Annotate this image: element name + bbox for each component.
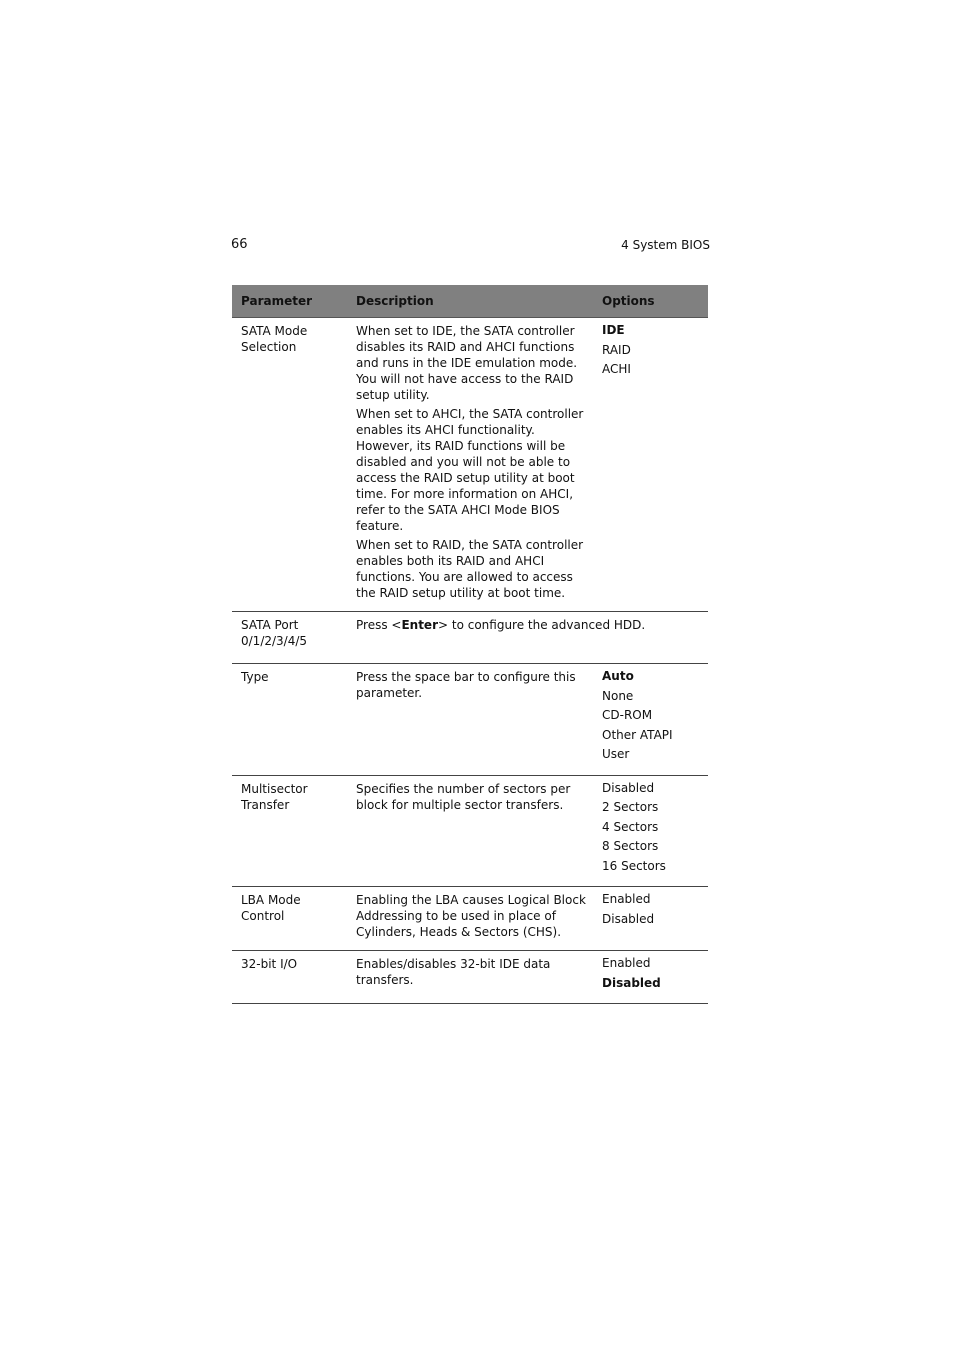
option: Disabled: [602, 780, 655, 795]
bios-parameter-table: [232, 285, 708, 1004]
table-row: [232, 318, 708, 612]
page-number: 66: [231, 237, 248, 252]
options-cell: [593, 664, 708, 776]
description-cell: [347, 612, 708, 664]
option: Enabled: [602, 892, 651, 906]
chapter-title: 4 System BIOS: [621, 238, 710, 252]
options-cell: [593, 318, 708, 612]
column-header-description: Description: [347, 285, 593, 318]
option: Other ATAPI: [602, 727, 673, 742]
column-header-parameter: Parameter: [232, 285, 347, 318]
option: None: [602, 688, 634, 703]
column-header-options: Options: [593, 285, 708, 318]
parameter-cell: Type: [232, 664, 347, 776]
options-cell: [593, 775, 708, 887]
option: Enabled: [602, 956, 651, 970]
table-row: [232, 612, 708, 664]
description-cell: [347, 775, 593, 887]
option: 8 Sectors: [602, 839, 659, 853]
parameter-cell: LBA Mode Control: [232, 887, 347, 951]
parameter-cell: 32-bit I/O: [232, 951, 347, 1004]
description-cell: [347, 951, 593, 1004]
option-default: IDE: [602, 323, 625, 337]
description-text: Press <: [356, 618, 402, 632]
enter-key-label: Enter: [401, 618, 438, 632]
options-cell: [593, 887, 708, 951]
option: 4 Sectors: [602, 819, 659, 834]
option: CD-ROM: [602, 708, 653, 722]
description-paragraph: Press the space bar to configure this parameter.: [356, 670, 576, 700]
option: User: [602, 747, 630, 761]
options-cell: [593, 951, 708, 1004]
description-paragraph: When set to IDE, the SATA controller disables its RAID and AHCI functions and runs in the IDE emulation mode. You will not have access to the RAID setup utility.: [356, 324, 578, 402]
option-default: Auto: [602, 669, 634, 683]
description-paragraph: Enables/disables 32-bit IDE data transfers.: [356, 957, 551, 987]
option-default: Disabled: [602, 975, 661, 990]
description-cell: [347, 887, 593, 951]
description-cell: [347, 318, 593, 612]
table-row: [232, 951, 708, 1004]
parameter-cell: Multisector Transfer: [232, 775, 347, 887]
table-row: [232, 664, 708, 776]
table-row: [232, 775, 708, 887]
description-text: > to configure the advanced HDD.: [438, 618, 646, 632]
description-cell: [347, 664, 593, 776]
option: RAID: [602, 342, 631, 357]
table-row: [232, 887, 708, 951]
option: 2 Sectors: [602, 800, 659, 814]
option: ACHI: [602, 362, 631, 376]
parameter-cell: SATA Mode Selection: [232, 318, 347, 612]
option: 16 Sectors: [602, 858, 666, 873]
description-paragraph: Specifies the number of sectors per block for multiple sector transfers.: [356, 781, 571, 812]
description-paragraph: When set to AHCI, the SATA controller enables its AHCI functionality. However, its RAID functions will be disabled and you will not be able to access the RAID setup utility at boot time. For more information on AHCI, refer to the SATA AHCI Mode BIOS feature.: [356, 407, 584, 533]
description-paragraph: When set to RAID, the SATA controller enables both its RAID and AHCI functions. You are allowed to access the RAID setup utility at boot time.: [356, 538, 584, 600]
description-paragraph: Enabling the LBA causes Logical Block Addressing to be used in place of Cylinders, Heads & Sectors (CHS).: [356, 893, 586, 939]
table-header-row: [232, 285, 708, 318]
parameter-cell: SATA Port 0/1/2/3/4/5: [232, 612, 347, 664]
option: Disabled: [602, 911, 655, 926]
